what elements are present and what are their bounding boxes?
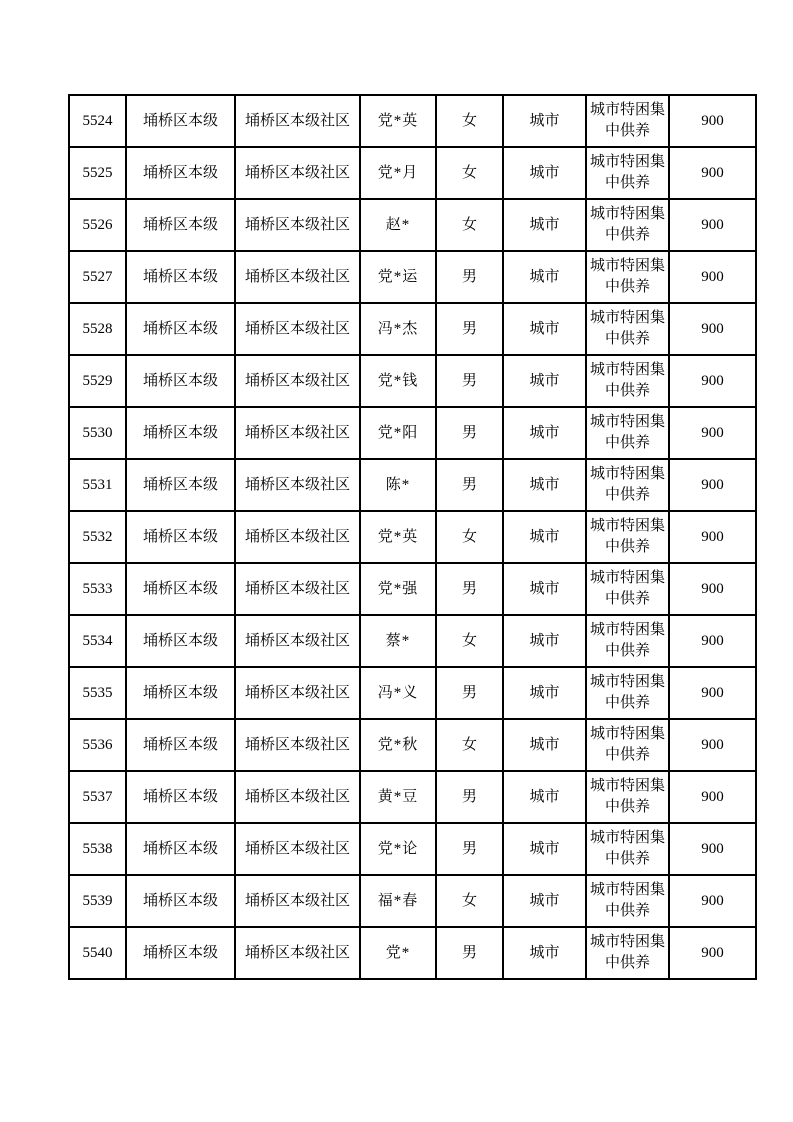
cell-amount: 900: [669, 147, 756, 199]
cell-category: 城市: [503, 823, 586, 875]
cell-sequence-number: 5524: [69, 95, 126, 147]
cell-category: 城市: [503, 511, 586, 563]
cell-support-type: 城市特困集中供养: [586, 563, 669, 615]
cell-support-type: 城市特困集中供养: [586, 355, 669, 407]
cell-category: 城市: [503, 303, 586, 355]
table-row: [69, 823, 756, 875]
cell-gender: 男: [436, 459, 503, 511]
cell-community: 埇桥区本级社区: [235, 95, 360, 147]
cell-person-name: 蔡*: [360, 615, 436, 667]
cell-sequence-number: 5538: [69, 823, 126, 875]
cell-amount: 900: [669, 875, 756, 927]
table-row: [69, 199, 756, 251]
cell-amount: 900: [669, 615, 756, 667]
cell-gender: 男: [436, 251, 503, 303]
cell-person-name: 党*英: [360, 95, 436, 147]
table-body: [69, 95, 756, 979]
cell-amount: 900: [669, 823, 756, 875]
cell-region: 埇桥区本级: [126, 511, 235, 563]
cell-region: 埇桥区本级: [126, 251, 235, 303]
cell-person-name: 党*: [360, 927, 436, 979]
cell-category: 城市: [503, 875, 586, 927]
cell-support-type: 城市特困集中供养: [586, 95, 669, 147]
cell-support-type: 城市特困集中供养: [586, 615, 669, 667]
cell-support-type: 城市特困集中供养: [586, 303, 669, 355]
cell-person-name: 冯*义: [360, 667, 436, 719]
cell-category: 城市: [503, 667, 586, 719]
cell-person-name: 黄*豆: [360, 771, 436, 823]
table-row: [69, 719, 756, 771]
cell-sequence-number: 5532: [69, 511, 126, 563]
cell-sequence-number: 5527: [69, 251, 126, 303]
cell-gender: 男: [436, 823, 503, 875]
cell-sequence-number: 5530: [69, 407, 126, 459]
cell-person-name: 福*春: [360, 875, 436, 927]
cell-region: 埇桥区本级: [126, 147, 235, 199]
cell-gender: 女: [436, 511, 503, 563]
cell-community: 埇桥区本级社区: [235, 199, 360, 251]
cell-gender: 男: [436, 667, 503, 719]
cell-region: 埇桥区本级: [126, 771, 235, 823]
cell-person-name: 党*强: [360, 563, 436, 615]
cell-gender: 女: [436, 147, 503, 199]
cell-amount: 900: [669, 771, 756, 823]
cell-sequence-number: 5535: [69, 667, 126, 719]
table-row: [69, 927, 756, 979]
cell-community: 埇桥区本级社区: [235, 667, 360, 719]
cell-community: 埇桥区本级社区: [235, 823, 360, 875]
cell-category: 城市: [503, 147, 586, 199]
cell-community: 埇桥区本级社区: [235, 147, 360, 199]
cell-amount: 900: [669, 303, 756, 355]
cell-community: 埇桥区本级社区: [235, 511, 360, 563]
cell-support-type: 城市特困集中供养: [586, 407, 669, 459]
cell-sequence-number: 5534: [69, 615, 126, 667]
cell-amount: 900: [669, 511, 756, 563]
cell-community: 埇桥区本级社区: [235, 927, 360, 979]
cell-sequence-number: 5531: [69, 459, 126, 511]
cell-gender: 男: [436, 355, 503, 407]
cell-category: 城市: [503, 199, 586, 251]
cell-sequence-number: 5539: [69, 875, 126, 927]
cell-person-name: 党*秋: [360, 719, 436, 771]
table-row: [69, 615, 756, 667]
cell-category: 城市: [503, 251, 586, 303]
cell-region: 埇桥区本级: [126, 927, 235, 979]
cell-community: 埇桥区本级社区: [235, 251, 360, 303]
cell-support-type: 城市特困集中供养: [586, 667, 669, 719]
cell-community: 埇桥区本级社区: [235, 459, 360, 511]
cell-person-name: 党*英: [360, 511, 436, 563]
cell-region: 埇桥区本级: [126, 563, 235, 615]
cell-gender: 男: [436, 927, 503, 979]
cell-support-type: 城市特困集中供养: [586, 199, 669, 251]
cell-amount: 900: [669, 927, 756, 979]
cell-region: 埇桥区本级: [126, 823, 235, 875]
cell-category: 城市: [503, 355, 586, 407]
cell-person-name: 党*钱: [360, 355, 436, 407]
cell-support-type: 城市特困集中供养: [586, 875, 669, 927]
cell-person-name: 赵*: [360, 199, 436, 251]
cell-sequence-number: 5540: [69, 927, 126, 979]
cell-gender: 男: [436, 771, 503, 823]
cell-amount: 900: [669, 95, 756, 147]
cell-amount: 900: [669, 355, 756, 407]
table-row: [69, 459, 756, 511]
table-row: [69, 563, 756, 615]
cell-person-name: 冯*杰: [360, 303, 436, 355]
table-row: [69, 511, 756, 563]
cell-amount: 900: [669, 407, 756, 459]
table-row: [69, 251, 756, 303]
cell-gender: 女: [436, 875, 503, 927]
cell-region: 埇桥区本级: [126, 875, 235, 927]
cell-person-name: 陈*: [360, 459, 436, 511]
cell-region: 埇桥区本级: [126, 667, 235, 719]
cell-category: 城市: [503, 719, 586, 771]
cell-region: 埇桥区本级: [126, 719, 235, 771]
cell-support-type: 城市特困集中供养: [586, 771, 669, 823]
cell-support-type: 城市特困集中供养: [586, 251, 669, 303]
table-row: [69, 95, 756, 147]
cell-community: 埇桥区本级社区: [235, 303, 360, 355]
cell-community: 埇桥区本级社区: [235, 615, 360, 667]
cell-sequence-number: 5525: [69, 147, 126, 199]
cell-amount: 900: [669, 251, 756, 303]
cell-support-type: 城市特困集中供养: [586, 719, 669, 771]
cell-sequence-number: 5533: [69, 563, 126, 615]
cell-region: 埇桥区本级: [126, 95, 235, 147]
cell-amount: 900: [669, 459, 756, 511]
cell-support-type: 城市特困集中供养: [586, 823, 669, 875]
cell-gender: 男: [436, 303, 503, 355]
cell-amount: 900: [669, 563, 756, 615]
cell-gender: 女: [436, 615, 503, 667]
cell-community: 埇桥区本级社区: [235, 875, 360, 927]
cell-sequence-number: 5526: [69, 199, 126, 251]
cell-person-name: 党*阳: [360, 407, 436, 459]
cell-category: 城市: [503, 95, 586, 147]
cell-region: 埇桥区本级: [126, 303, 235, 355]
cell-category: 城市: [503, 563, 586, 615]
cell-region: 埇桥区本级: [126, 615, 235, 667]
cell-community: 埇桥区本级社区: [235, 771, 360, 823]
cell-person-name: 党*论: [360, 823, 436, 875]
welfare-recipient-table: [68, 94, 757, 980]
cell-region: 埇桥区本级: [126, 355, 235, 407]
cell-person-name: 党*月: [360, 147, 436, 199]
cell-sequence-number: 5529: [69, 355, 126, 407]
cell-gender: 女: [436, 95, 503, 147]
cell-gender: 女: [436, 719, 503, 771]
cell-amount: 900: [669, 667, 756, 719]
cell-gender: 男: [436, 407, 503, 459]
cell-category: 城市: [503, 927, 586, 979]
cell-community: 埇桥区本级社区: [235, 719, 360, 771]
cell-category: 城市: [503, 771, 586, 823]
cell-community: 埇桥区本级社区: [235, 563, 360, 615]
cell-sequence-number: 5536: [69, 719, 126, 771]
table-row: [69, 147, 756, 199]
cell-category: 城市: [503, 407, 586, 459]
table-row: [69, 407, 756, 459]
cell-community: 埇桥区本级社区: [235, 407, 360, 459]
table-row: [69, 771, 756, 823]
cell-amount: 900: [669, 199, 756, 251]
cell-gender: 女: [436, 199, 503, 251]
cell-community: 埇桥区本级社区: [235, 355, 360, 407]
cell-support-type: 城市特困集中供养: [586, 511, 669, 563]
cell-sequence-number: 5537: [69, 771, 126, 823]
cell-support-type: 城市特困集中供养: [586, 459, 669, 511]
table-row: [69, 303, 756, 355]
cell-gender: 男: [436, 563, 503, 615]
table-row: [69, 355, 756, 407]
cell-category: 城市: [503, 459, 586, 511]
table-row: [69, 667, 756, 719]
cell-region: 埇桥区本级: [126, 199, 235, 251]
cell-support-type: 城市特困集中供养: [586, 147, 669, 199]
cell-sequence-number: 5528: [69, 303, 126, 355]
cell-category: 城市: [503, 615, 586, 667]
cell-person-name: 党*运: [360, 251, 436, 303]
table-row: [69, 875, 756, 927]
cell-region: 埇桥区本级: [126, 459, 235, 511]
cell-region: 埇桥区本级: [126, 407, 235, 459]
cell-amount: 900: [669, 719, 756, 771]
cell-support-type: 城市特困集中供养: [586, 927, 669, 979]
